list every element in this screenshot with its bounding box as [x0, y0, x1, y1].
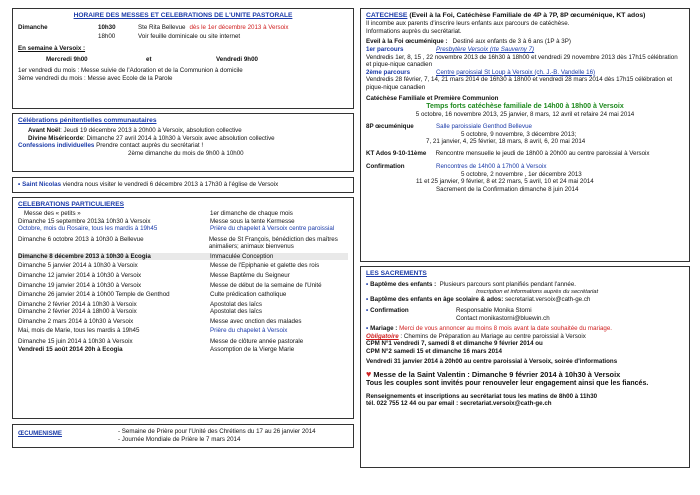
confirmation-label: Confirmation [366, 163, 405, 171]
sacrements-section [360, 266, 690, 468]
parcours-1-label: 1er parcours [366, 45, 404, 53]
dimanche-time-1: 10h30 [98, 24, 116, 32]
oecumenique-label: 8P œcuménique [366, 123, 414, 130]
confirmation-label: Confirmation [370, 307, 409, 315]
row-left: Dimanche 19 janvier 2014 à 10h30 à Versoix [18, 281, 142, 289]
et-label: et [146, 55, 152, 63]
parcours-2-label: 2ème parcours [366, 68, 411, 76]
catechese-title: CATECHESE [366, 12, 408, 19]
oecumenisme-line-2: - Journée Mondiale de Prière le 7 mars 2014 [118, 435, 241, 443]
row-right: Messe Baptême du Seigneur [210, 271, 290, 279]
penitence-section [12, 113, 354, 172]
oecumenisme-title: ŒCUMENISME [18, 430, 63, 437]
cpm-2: CPM N°2 samedi 15 et dimanche 16 mars 2014 [366, 348, 502, 356]
row-right: Prière du chapelet à Versoix centre paroissial [210, 225, 335, 233]
row-right: Messe avec onction des malades [210, 317, 302, 325]
dimanche-label: Dimanche [18, 24, 48, 32]
table-row [18, 318, 348, 326]
row-right: Messe sous la tente Kermesse [210, 217, 295, 225]
valentin-title: Messe de la Saint Valentin : Dimanche 9 février 2014 à 10h30 à Versoix [373, 370, 621, 380]
obligatoire-text: : Chemins de Préparation au Mariage au centre paroissial à Versoix [400, 332, 586, 340]
sacrements-title: LES SACREMENTS [366, 270, 427, 277]
confessions-line-2: 2ème dimanche du mois de 9h00 à 10h00 [128, 149, 244, 157]
table-row [18, 218, 348, 226]
confirmation-name: Responsable Monika Storni [456, 307, 532, 315]
nicolas-section [12, 177, 354, 193]
row-left: Dimanche 15 septembre 2013à 10h30 à Versoix [18, 217, 151, 225]
row-right: Messe de début de la semaine de l'Unité [210, 281, 322, 289]
row-right: Assomption de la Vierge Marie [210, 346, 295, 354]
table-row [18, 253, 348, 261]
parcours-2-place: Centre paroissial St Loup à Versoix (ch. J.-B. Vandelle 16) [436, 68, 596, 76]
table-row [18, 236, 348, 251]
oecumenique-line-1: 5 octobre, 9 novembre, 3 décembre 2013; [461, 130, 577, 138]
row-left: Dimanche 26 janvier 2014 à 10h00 Temple de Genthod [18, 291, 170, 299]
bapteme-note: Inscription et informations auprès du secrétariat [476, 288, 599, 295]
avent-label: Avant Noël [28, 127, 61, 135]
table-row [18, 346, 348, 354]
table-row [18, 225, 348, 233]
row-right: 1er dimanche de chaque mois [210, 210, 293, 218]
parcours-1-place: Presbytère Versoix (rte Sauverny 7) [436, 45, 535, 53]
row-right: Immaculée Conception [210, 252, 274, 260]
temps-forts: Temps forts catéchèse familiale de 14h00 à 18h00 à Versoix [426, 102, 624, 110]
particulieres-section [12, 197, 354, 419]
catechese-section [360, 8, 690, 262]
heart-icon: ♥ [366, 369, 372, 380]
mercredi-label: Mercredi 9h00 [46, 55, 88, 63]
bullet-icon: • [366, 295, 369, 303]
particulieres-title: CELEBRATIONS PARTICULIERES [18, 201, 124, 208]
bullet-icon: • [366, 281, 369, 289]
contact-line-1: Renseignements et inscriptions au secrétariat tous les matins de 8h00 à 11h30 [366, 392, 598, 400]
confessions-label: Confessions individuelles [18, 142, 95, 150]
confirmation-line-1: 5 octobre, 2 novembre , 1er décembre 2013 [461, 170, 582, 178]
vendredi-label: Vendredi 9h00 [216, 55, 258, 63]
horaire-section [12, 8, 354, 109]
oecumenique-line-2: 7, 21 janvier, 4, 25 février, 18 mars, 8 avril, 6, 20 mai 2014 [426, 138, 586, 146]
bullet-icon: • [366, 325, 369, 333]
row-right: Messe de clôture année pastorale [210, 337, 304, 345]
row-right: Prière du chapelet à Versoix [210, 327, 288, 335]
row-left: Dimanche 2 février 2014 à 10h30 à Versoix [18, 300, 137, 308]
table-row [18, 291, 348, 299]
catechese-intro: Il incombe aux parents d'inscrire leurs enfants aux parcours de catéchèse. [366, 20, 570, 28]
cpm-1: CPM N°1 vendredi 7, samedi 8 et dimanche 9 février 2014 ou [366, 340, 543, 348]
horaire-title: HORAIRE DES MESSES ET CELEBRATIONS DE L'UNITE PASTORALE [73, 12, 293, 19]
divine-label: Divine Miséricorde [28, 134, 84, 142]
familiale-label: Catéchèse Familiale et Première Communion [366, 95, 499, 103]
bapteme-label: Baptême des enfants : [370, 281, 437, 289]
semaine-title: En semaine à Versoix : [18, 45, 86, 53]
nicolas-name: Saint Nicolas [22, 181, 62, 188]
bapteme-2-text: secretariat.versoix@cath-ge.ch [504, 295, 591, 303]
table-row [18, 262, 348, 270]
eveil-label: Eveil à la Foi œcuménique : [366, 38, 448, 46]
row-left: Dimanche 5 janvier 2014 à 10h30 à Versoix [18, 262, 138, 270]
table-row [18, 282, 348, 290]
bullet-icon: • [18, 181, 21, 188]
oecumenisme-section [12, 424, 354, 448]
table-row [18, 301, 348, 309]
row-right: Messe de St François, bénédiction des maîtres animaliers; animaux bienvenus [208, 235, 338, 251]
bapteme-2-label: Baptême des enfants en âge scolaire & ados: [370, 295, 504, 303]
row-left: Vendredi 15 août 2014 20h à Ecogia [18, 346, 123, 354]
semaine-line-2: 3ème vendredi du mois : Messe avec Ecole de la Parole [18, 74, 173, 82]
bullet-icon: • [366, 307, 369, 315]
mariage-text: Merci de vous annoncer au moins 8 mois avant la date souhaitée du mariage. [399, 325, 612, 333]
confessions-text: Prendre contact auprès du secrétariat ! [96, 142, 204, 150]
confirmation-line-2: 11 et 25 janvier, 9 février, 8 et 22 mars, 5 avril, 10 et 24 mai 2014 [416, 178, 594, 186]
nicolas-text: viendra nous visiter le vendredi 6 décembre 2013 à 17h30 à l'église de Versoix [61, 181, 279, 188]
parcours-2-text: Vendredis 28 février, 7, 14, 21 mars 2014 de 16h30 à 18h00 et vendredi 28 mars 2014 dès 17h15 célébration et pique-nique canadien [366, 76, 673, 91]
temps-forts-dates: 5 octobre, 16 novembre 2013, 25 janvier, 8 mars, 12 avril et refaire 24 mai 2014 [415, 111, 635, 119]
catechese-intro-2: Informations auprès du secrétariat. [366, 27, 462, 35]
dimanche-place-1: Ste Rita Bellevue [138, 24, 186, 32]
avent-text: : Jeudi 19 décembre 2013 à 20h00 à Versoix, absolution collective [60, 127, 242, 135]
table-row [18, 327, 348, 335]
confirmation-place: Rencontres de 14h00 à 17h00 à Versoix [436, 163, 547, 171]
catechese-title-rest: (Eveil à la Foi, Catéchèse Familiale de 4P à 7P, 8P œcuménique, KT ados) [409, 12, 646, 19]
mariage-label: Mariage : [370, 325, 398, 333]
valentin-text: Tous les couples sont invités pour renouveler leur engagement ainsi que les fiancés. [366, 380, 649, 388]
row-left: Messe des « petits » [24, 210, 81, 218]
semaine-line-1: 1er vendredi du mois : Messe suivie de l'Adoration et de la Communion à domicile [18, 67, 243, 75]
bapteme-text: Plusieurs parcours sont planifiés pendant l'année. [439, 281, 577, 289]
vendredi-info: Vendredi 31 janvier 2014 à 20h00 au centre paroissial à Versoix, soirée d'informations [366, 357, 618, 365]
dimanche-note-1: dès le 1er décembre 2013 à Versoix [189, 24, 289, 32]
row-right: Messe de l'Epiphanie et galette des rois [210, 262, 320, 270]
confirmation-line-3: Sacrement de la Confirmation dimanche 8 juin 2014 [436, 185, 579, 193]
oecumenisme-line-1: - Semaine de Prière pour l'Unité des Chrétiens du 17 au 26 janvier 2014 [118, 428, 316, 435]
row-left: Octobre, mois du Rosaire, tous les mardis à 19h45 [18, 225, 158, 233]
oecumenique-place: Salle paroissiale Genthod Bellevue [436, 123, 532, 130]
row-right: Culte prédication catholique [210, 291, 287, 299]
kt-ados-label: KT Ados 9-10-11ème [366, 149, 427, 157]
row-left: Dimanche 12 janvier 2014 à 10h30 à Versoix [18, 271, 142, 279]
row-left: Dimanche 2 mars 2014 à 10h30 à Versoix [18, 317, 134, 325]
row-left: Mai, mois de Marie, tous les mardis à 19h45 [18, 327, 140, 335]
row-left: Dimanche 6 octobre 2013 à 10h30 à Bellevue [18, 235, 144, 243]
eveil-text: Destiné aux enfants de 3 à 6 ans (1P à 3P) [452, 38, 571, 46]
table-row [18, 272, 348, 280]
obligatoire-label: Obligatoire [366, 332, 399, 340]
row-left: Dimanche 2 février 2014 à 18h00 à Versoix [18, 308, 137, 316]
table-row [18, 210, 348, 218]
table-row [18, 338, 348, 346]
kt-ados-text: Rencontre mensuelle le jeudi de 18h00 à 20h00 au centre paroissial à Versoix [435, 149, 650, 157]
row-right: Apostolat des laïcs [210, 308, 262, 316]
confirmation-contact: Contact monikastorni@bluewin.ch [456, 314, 550, 322]
contact-line-2: tél. 022 755 12 44 ou par email : secretariat.versoix@cath-ge.ch [366, 400, 552, 408]
row-right: Apostolat des laïcs [210, 300, 262, 308]
dimanche-time-2: 18h00 [98, 32, 116, 40]
dimanche-place-2: Voir feuille dominicale ou site internet [138, 32, 241, 40]
table-row [18, 308, 348, 316]
row-left: Dimanche 8 décembre 2013 à 10h30 à Ecogia [18, 252, 151, 260]
row-left: Dimanche 15 juin 2014 à 10h30 à Versoix [18, 337, 133, 345]
penitence-title: Célébrations pénitentielles communautaires [18, 117, 157, 124]
parcours-1-text: Vendredis 1er, 8, 15 , 22 novembre 2013 de 16h30 à 18h00 et vendredi 29 novembre 2013 dès 17h15 célébration et pique-nique canadien [366, 53, 678, 69]
divine-text: : Dimanche 27 avril 2014 à 10h30 à Versoix avec absolution collective [83, 134, 275, 142]
